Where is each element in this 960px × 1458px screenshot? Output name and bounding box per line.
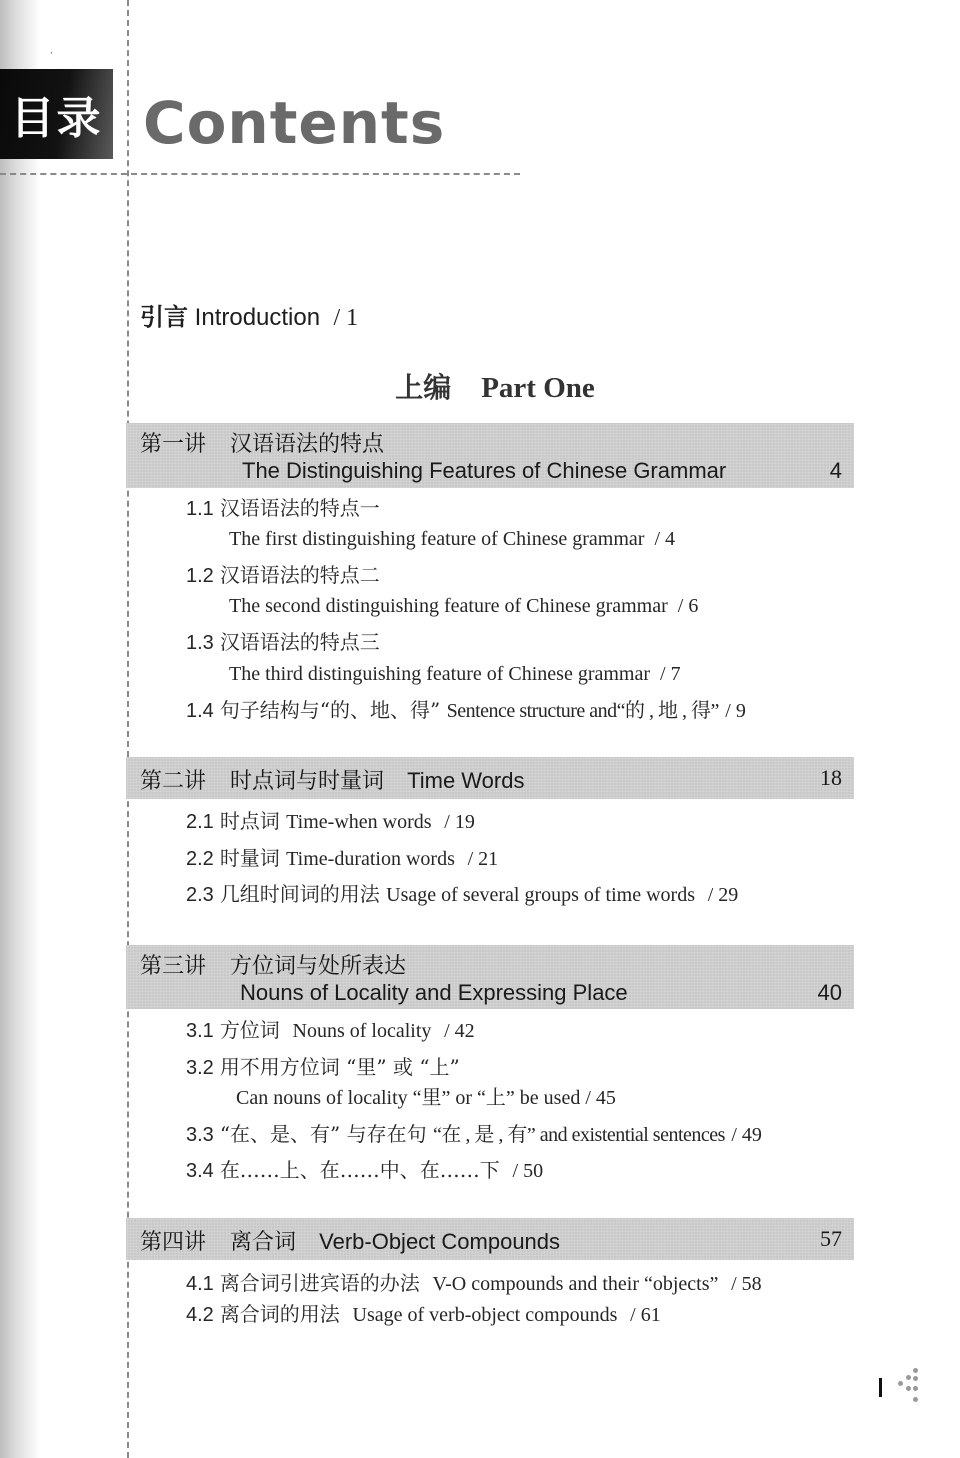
- chapter-3-band[interactable]: [126, 945, 854, 1009]
- section-1-1[interactable]: [186, 495, 380, 522]
- page-title: Contents: [143, 89, 446, 157]
- section-number: 1.3: [186, 632, 214, 654]
- intro-page: / 1: [333, 305, 359, 331]
- section-page: / 49: [731, 1124, 762, 1146]
- section-number: 2.2: [186, 848, 214, 870]
- section-title-en: Usage of verb-object compounds: [352, 1304, 618, 1326]
- chapter-3-title-en: Nouns of Locality and Expressing Place: [240, 980, 628, 1005]
- section-title-en: Time-duration words: [286, 848, 455, 870]
- intro-label-en: Introduction: [194, 304, 321, 331]
- chapter-2-band[interactable]: [126, 757, 854, 799]
- chapter-4-page: 57: [820, 1226, 842, 1251]
- section-3-2-en[interactable]: [236, 1085, 616, 1111]
- section-4-2[interactable]: [186, 1301, 661, 1328]
- scan-speck: ,: [50, 46, 53, 56]
- chapter-1-title-zh: 汉语语法的特点: [230, 432, 385, 457]
- section-page: / 45: [585, 1087, 616, 1109]
- section-3-2[interactable]: [186, 1054, 460, 1081]
- chapter-1-number: 第一讲: [140, 432, 207, 457]
- section-number: 1.1: [186, 498, 214, 520]
- section-3-3[interactable]: [186, 1121, 762, 1148]
- section-2-1[interactable]: [186, 808, 475, 835]
- chapter-1-page: 4: [829, 458, 842, 483]
- section-number: 3.3: [186, 1124, 214, 1146]
- section-1-3[interactable]: [186, 629, 380, 656]
- section-page: / 4: [654, 528, 676, 550]
- section-page: / 61: [630, 1304, 661, 1326]
- section-number: 2.1: [186, 811, 214, 833]
- part-label-en: Part One: [481, 372, 595, 404]
- section-title-zh: 汉语语法的特点一: [219, 496, 380, 520]
- section-title-zh: 时点词: [219, 809, 280, 833]
- section-title-zh: 离合词的用法: [219, 1302, 340, 1326]
- chapter-3-number: 第三讲: [140, 954, 207, 979]
- section-title-zh: 时量词: [219, 846, 280, 870]
- section-page: / 29: [707, 884, 739, 906]
- contents-title-block-zh: [0, 69, 113, 159]
- section-title-en: Time-when words: [286, 811, 432, 833]
- page-gutter-shadow: [0, 0, 40, 1458]
- section-number: 3.1: [186, 1020, 214, 1042]
- chapter-2-page: 18: [820, 765, 842, 790]
- section-title-en: Can nouns of locality “里” or “上” be used: [236, 1087, 581, 1109]
- section-1-3-en[interactable]: [229, 661, 681, 687]
- section-3-4[interactable]: [186, 1157, 543, 1184]
- section-2-3[interactable]: [186, 881, 738, 908]
- section-title-en: The third distinguishing feature of Chinese grammar: [229, 663, 651, 685]
- chapter-1-band[interactable]: [126, 423, 854, 488]
- section-title-en: Sentence structure and“的 , 地 , 得”: [446, 700, 719, 722]
- section-title-en: Usage of several groups of time words: [386, 884, 695, 906]
- section-number: 2.3: [186, 884, 214, 906]
- section-title-zh: 方位词: [219, 1018, 280, 1042]
- intro-label-zh: 引言: [140, 303, 188, 331]
- chapter-4-number: 第四讲: [140, 1230, 207, 1255]
- section-number: 1.2: [186, 565, 214, 587]
- section-title-zh: 句子结构与“的、地、得”: [219, 698, 441, 722]
- section-number: 4.1: [186, 1273, 214, 1295]
- section-number: 3.4: [186, 1160, 214, 1182]
- chapter-3-page: 40: [817, 980, 842, 1005]
- section-title-en: V-O compounds and their “objects”: [432, 1273, 719, 1295]
- section-title-en: Nouns of locality: [292, 1020, 432, 1042]
- decorative-dots-icon: [895, 1368, 925, 1408]
- title-zh: 目录: [10, 93, 103, 144]
- section-page: / 9: [725, 700, 746, 722]
- section-title-zh: “在、是、有” 与存在句: [219, 1122, 427, 1146]
- section-number: 4.2: [186, 1304, 214, 1326]
- chapter-1-title-en: The Distinguishing Features of Chinese Grammar: [242, 458, 727, 483]
- section-title-zh: 汉语语法的特点三: [219, 630, 380, 654]
- section-page: / 50: [512, 1160, 544, 1182]
- chapter-2-number: 第二讲: [140, 769, 207, 794]
- section-page: / 58: [731, 1273, 762, 1295]
- section-1-2-en[interactable]: [229, 593, 698, 619]
- section-page: / 42: [444, 1020, 475, 1042]
- chapter-4-title-zh: 离合词: [230, 1230, 297, 1255]
- section-title-en: The first distinguishing feature of Chinese grammar: [229, 528, 645, 550]
- section-1-4[interactable]: [186, 697, 746, 724]
- chapter-2-title-en: Time Words: [407, 768, 525, 793]
- section-page: / 21: [467, 848, 499, 870]
- toc-introduction[interactable]: [140, 301, 358, 334]
- section-4-1[interactable]: [186, 1270, 762, 1297]
- section-title-zh: 在……上、在……中、在……下: [219, 1158, 500, 1182]
- chapter-2-title-zh: 时点词与时量词: [230, 769, 385, 794]
- section-title-zh: 离合词引进宾语的办法: [219, 1271, 420, 1295]
- chapter-4-band[interactable]: [126, 1218, 854, 1260]
- section-number: 1.4: [186, 700, 214, 722]
- section-title-en: The second distinguishing feature of Chinese grammar: [229, 595, 668, 617]
- section-1-1-en[interactable]: [229, 526, 675, 552]
- chapter-3-title-zh: 方位词与处所表达: [230, 954, 407, 979]
- section-title-zh: 用不用方位词 “里” 或 “上”: [219, 1055, 460, 1079]
- section-title-zh: 汉语语法的特点二: [219, 563, 380, 587]
- page-folio-numeral: [879, 1378, 882, 1397]
- section-title-en: “在 , 是 , 有” and existential sentences: [432, 1124, 725, 1146]
- section-page: / 7: [660, 663, 681, 685]
- section-page: / 19: [444, 811, 475, 833]
- section-1-2[interactable]: [186, 562, 380, 589]
- section-2-2[interactable]: [186, 845, 498, 872]
- section-page: / 6: [677, 595, 699, 617]
- horizontal-dashed-rule: [0, 173, 520, 175]
- chapter-4-title-en: Verb-Object Compounds: [319, 1229, 561, 1254]
- section-3-1[interactable]: [186, 1017, 475, 1044]
- section-number: 3.2: [186, 1057, 214, 1079]
- section-title-zh: 几组时间词的用法: [219, 882, 380, 906]
- part-label-zh: 上编: [395, 371, 452, 404]
- part-heading: [0, 366, 960, 406]
